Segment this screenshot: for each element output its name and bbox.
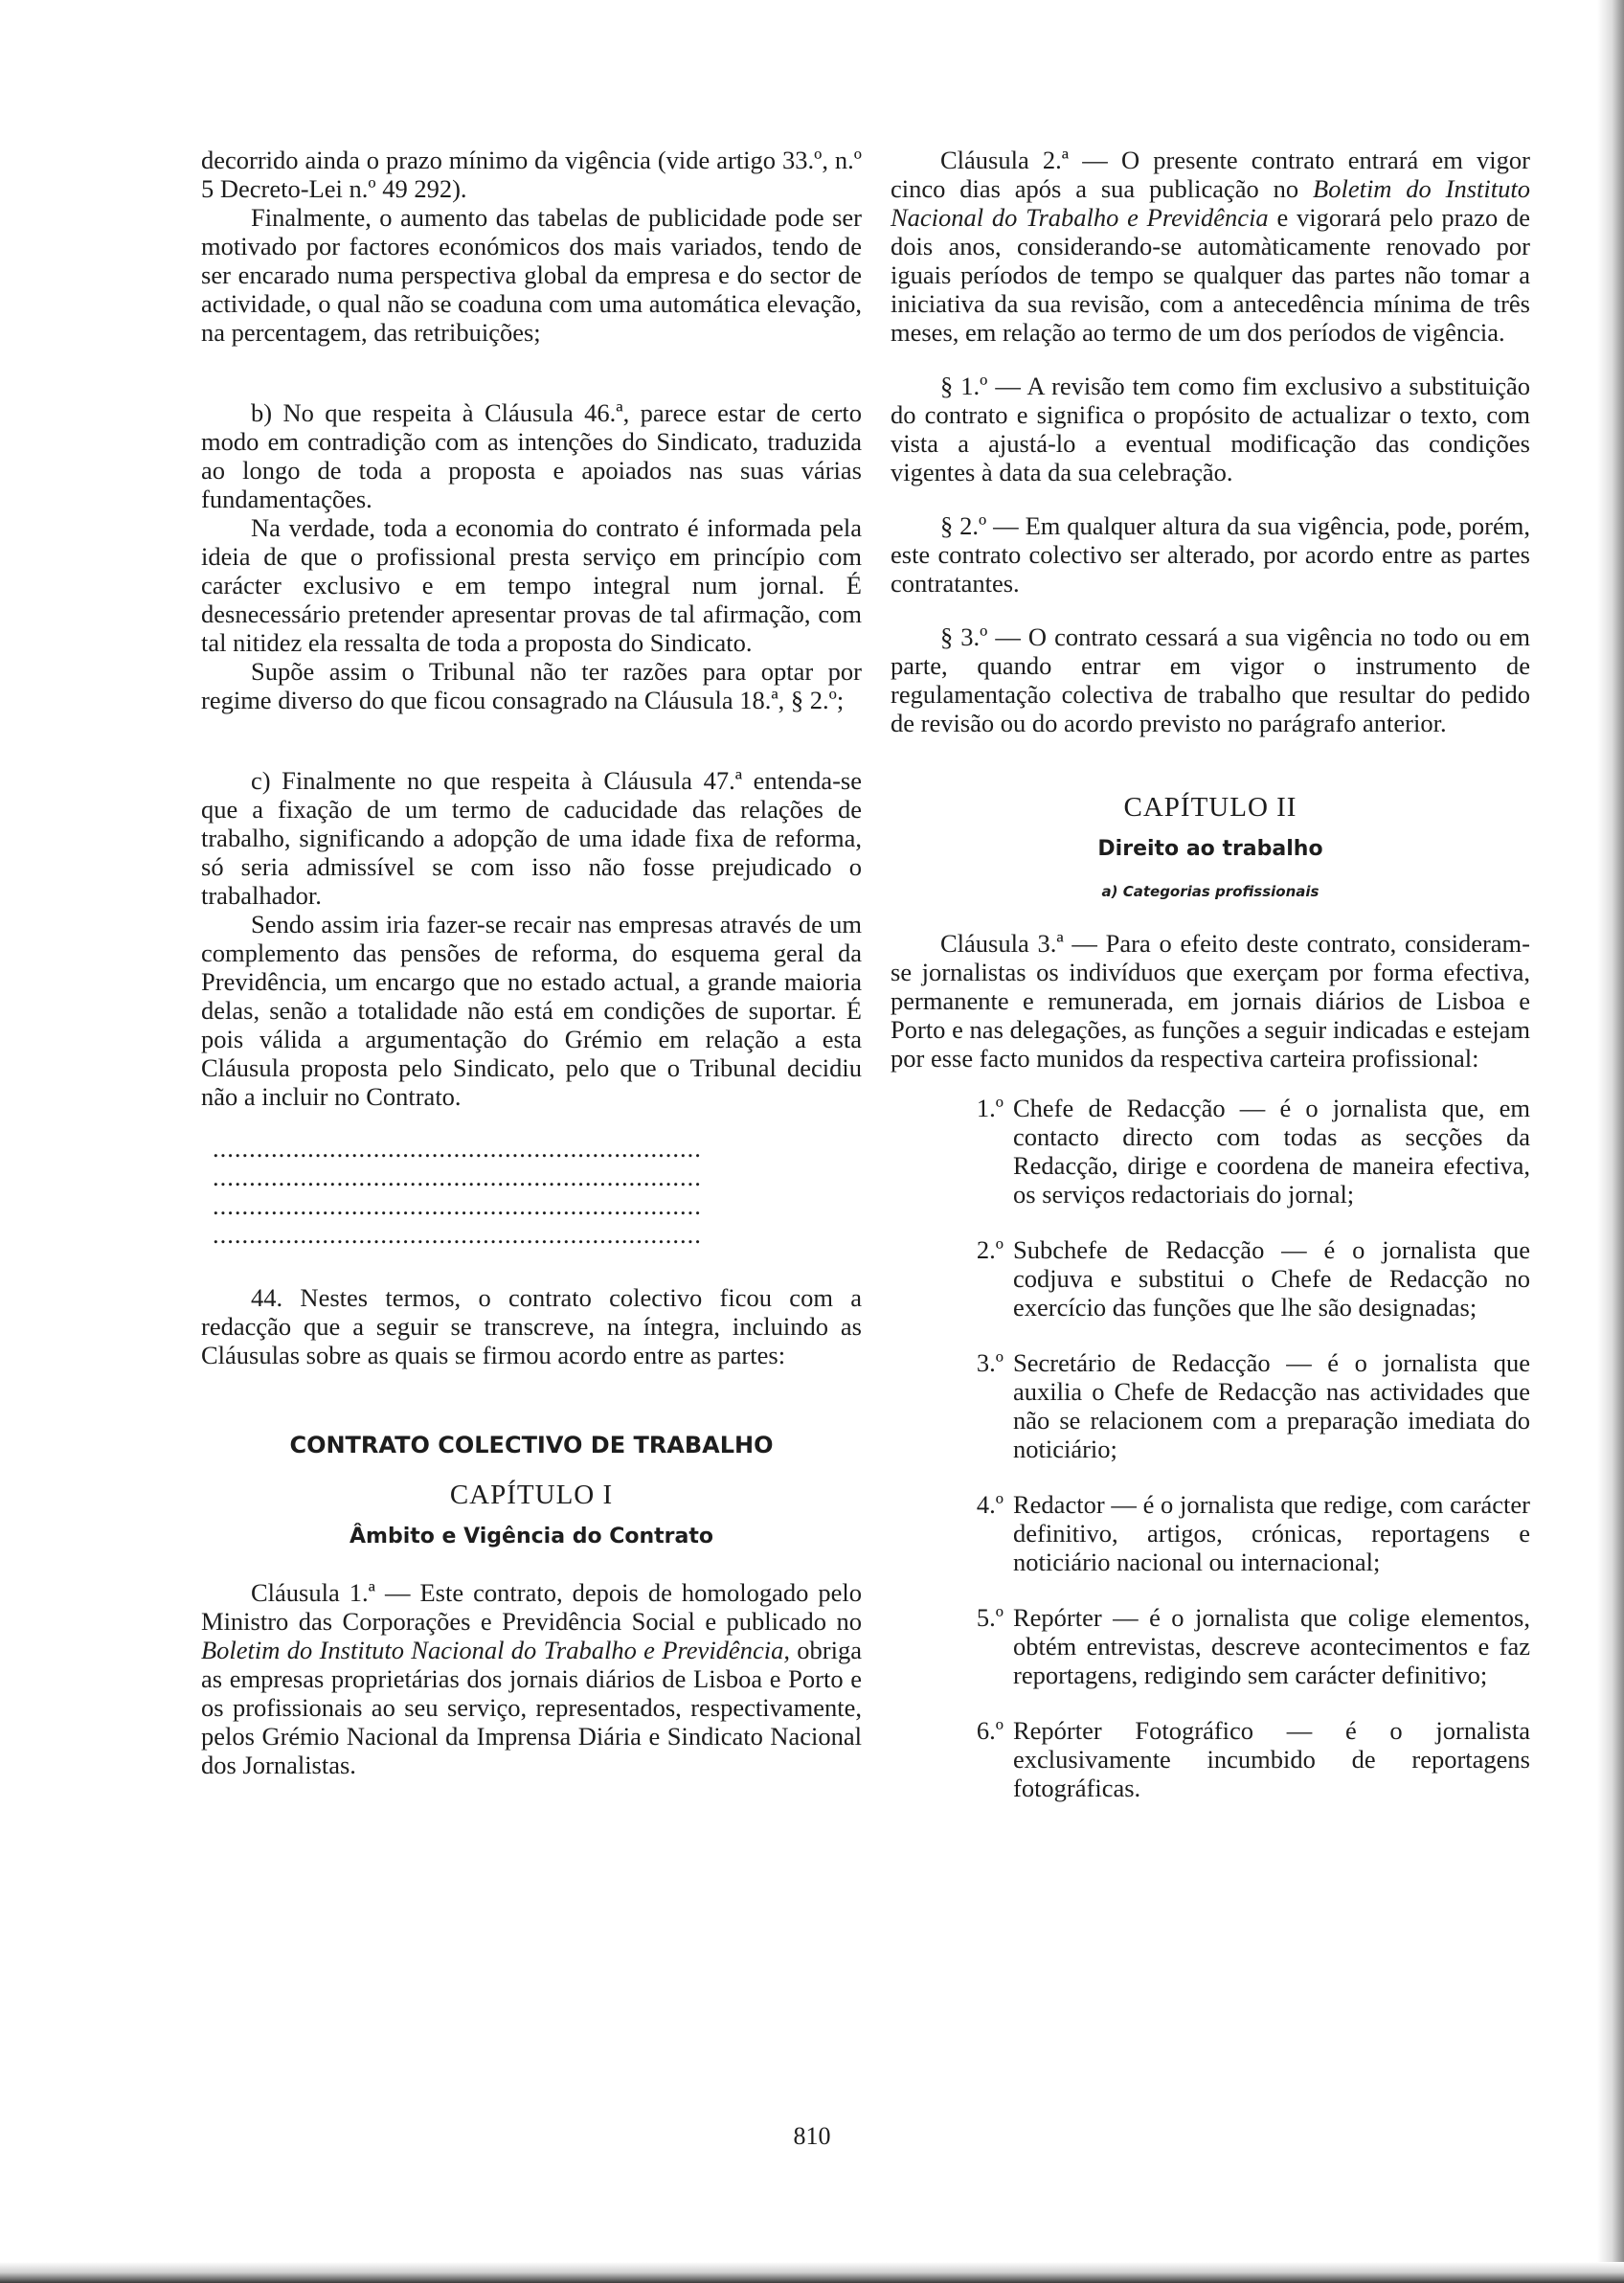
page-number: 810 <box>793 2122 831 2150</box>
list-text: Repórter — é o jornalista que colige elementos, obtém entrevistas, descreve acontecimentos e faz reportagens, redigindo sem carácter definitivo; <box>1013 1603 1530 1689</box>
clause-1: Cláusula 1.ª — Este contrato, depois de homologado pelo Ministro das Corporações e Previdência Social e publicado no Boletim do Instituto Nacional do Trabalho e Previdência, obriga as empresas proprietárias dos jornais diários de Lisboa e Porto e os profissionais ao seu serviço, representados, respectivamente, pelos Grémio Nacional da Imprensa Diária e Sindicato Nacional dos Jornalistas. <box>201 1578 862 1779</box>
chapter-heading: CAPÍTULO I <box>449 1480 614 1510</box>
clause-3: Cláusula 3.ª — Para o efeito deste contrato, consideram-se jornalistas os indivíduos que exerçam por forma efectiva, permanente e remunerada, em jornais diários de Lisboa e Porto e nas delegações, as funções a seguir indicadas e estejam por esse facto munidos da respectiva carteira profissional: <box>891 929 1530 1073</box>
paragraph: 44. Nestes termos, o contrato colectivo ficou com a redacção que a seguir se transcreve, na íntegra, incluindo as Cláusulas sobre as quais se firmou acordo entre as partes: <box>201 1283 862 1369</box>
category-list <box>891 1094 1530 1802</box>
clause-label: Cláusula 2.ª <box>940 146 1070 174</box>
paragraph-section-1: § 1.º — A revisão tem como fim exclusivo a substituição do contrato e significa o propósito de actualizar o texto, com vista a ajustá-lo a eventual modificação das condições vigentes à data da sua celebração. <box>891 372 1530 486</box>
list-item <box>891 1235 1530 1322</box>
paragraph: Na verdade, toda a economia do contrato é informada pela ideia de que o profissional presta serviço em princípio com carácter exclusivo e em tempo integral num jornal. É desnecessário pretender apresentar provas de tal afirmação, com tal nitidez ela ressalta de toda a proposta do Sindicato. <box>201 513 862 657</box>
list-number: 4.º <box>976 1490 1004 1519</box>
dotted-line: ................................................................... <box>213 1220 702 1249</box>
list-item <box>891 1094 1530 1209</box>
paragraph: Sendo assim iria fazer-se recair nas empresas através de um complemento das pensões de reforma, do esquema geral da Previdência, um encargo que no estado actual, a grande maioria delas, senão a totalidade não está em condições de suportar. É pois válida a argumentação do Grémio em relação a esta Cláusula proposta pelo Sindicato, pelo que o Tribunal decidiu não a incluir no Contrato. <box>201 910 862 1111</box>
clause-2: Cláusula 2.ª — O presente contrato entrará em vigor cinco dias após a sua publicação no Boletim do Instituto Nacional do Trabalho e Previdência e vigorará pelo prazo de dois anos, considerando-se automàticamente renovado por iguais períodos de tempo se qualquer das partes não tomar a iniciativa da sua revisão, com a antecedência mínima de três meses, em relação ao termo de um dos períodos de vigência. <box>891 146 1530 347</box>
right-column <box>891 146 1530 1802</box>
paragraph: decorrido ainda o prazo mínimo da vigência (vide artigo 33.º, n.º 5 Decreto-Lei n.º 49 292). <box>201 146 862 203</box>
list-item <box>891 1716 1530 1802</box>
section-heading: a) Categorias profissionais <box>1101 883 1320 900</box>
list-item <box>891 1490 1530 1576</box>
dotted-line: ................................................................... <box>213 1134 702 1163</box>
chapter-subtitle: Âmbito e Vigência do Contrato <box>350 1525 713 1548</box>
list-text: Repórter Fotográfico — é o jornalista exclusivamente incumbido de reportagens fotográficas. <box>1013 1716 1530 1802</box>
ellipsis-lines <box>201 1134 862 1249</box>
list-text: Chefe de Redacção — é o jornalista que, em contacto directo com todas as secções da Redacção, dirige e coordena de maneira efectiva, os serviços redactoriais do jornal; <box>1013 1094 1530 1209</box>
scan-edge-right <box>1597 0 1624 2283</box>
list-number: 2.º <box>976 1235 1004 1264</box>
list-number: 3.º <box>976 1348 1004 1377</box>
paragraph: b) No que respeita à Cláusula 46.ª, parece estar de certo modo em contradição com as intenções do Sindicato, traduzida ao longo de toda a proposta e apoiados nas suas várias fundamentações. <box>201 398 862 513</box>
paragraph: Supõe assim o Tribunal não ter razões para optar por regime diverso do que ficou consagrado na Cláusula 18.ª, § 2.º; <box>201 657 862 714</box>
list-number: 5.º <box>976 1603 1004 1632</box>
paragraph-section-3: § 3.º — O contrato cessará a sua vigência no todo ou em parte, quando entrar em vigor o instrumento de regulamentação colectiva de trabalho que resultar do pedido de revisão ou do acordo previsto no parágrafo anterior. <box>891 622 1530 737</box>
left-column <box>201 146 862 1779</box>
publication-title: Boletim do Instituto Nacional do Trabalho e Previdência, <box>201 1636 790 1664</box>
list-item <box>891 1348 1530 1463</box>
list-item <box>891 1603 1530 1689</box>
contract-title: CONTRATO COLECTIVO DE TRABALHO <box>289 1432 774 1458</box>
scan-edge-bottom <box>0 2262 1624 2283</box>
dotted-line: ................................................................... <box>213 1191 702 1220</box>
paragraph: Finalmente, o aumento das tabelas de publicidade pode ser motivado por factores económicos dos mais variados, tendo de ser encarado numa perspectiva global da empresa e do sector de actividade, o qual não se coaduna com uma automática elevação, na percentagem, das retribuições; <box>201 203 862 347</box>
chapter-subtitle: Direito ao trabalho <box>1097 837 1323 861</box>
dotted-line: ................................................................... <box>213 1163 702 1191</box>
list-text: Secretário de Redacção — é o jornalista que auxilia o Chefe de Redacção nas actividades que não se relacionem com a preparação imediata do noticiário; <box>1013 1348 1530 1463</box>
chapter-heading: CAPÍTULO II <box>1123 792 1297 823</box>
clause-label: Cláusula 1.ª <box>251 1578 375 1607</box>
publication-title: Boletim do Instituto Nacional do Trabalho e Previdência <box>891 174 1530 232</box>
list-text: Redactor — é o jornalista que redige, com carácter definitivo, artigos, crónicas, reportagens e noticiário nacional ou internacional; <box>1013 1490 1530 1576</box>
list-number: 6.º <box>976 1716 1004 1745</box>
paragraph-section-2: § 2.º — Em qualquer altura da sua vigência, pode, porém, este contrato colectivo ser alterado, por acordo entre as partes contratantes. <box>891 511 1530 598</box>
list-number: 1.º <box>976 1094 1004 1122</box>
paragraph: c) Finalmente no que respeita à Cláusula 47.ª entenda-se que a fixação de um termo de caducidade das relações de trabalho, significando a adopção de uma idade fixa de reforma, só seria admissível se com isso não fosse prejudicado o trabalhador. <box>201 766 862 910</box>
list-text: Subchefe de Redacção — é o jornalista que codjuva e substitui o Chefe de Redacção no exercício das funções que lhe são designadas; <box>1013 1235 1530 1322</box>
